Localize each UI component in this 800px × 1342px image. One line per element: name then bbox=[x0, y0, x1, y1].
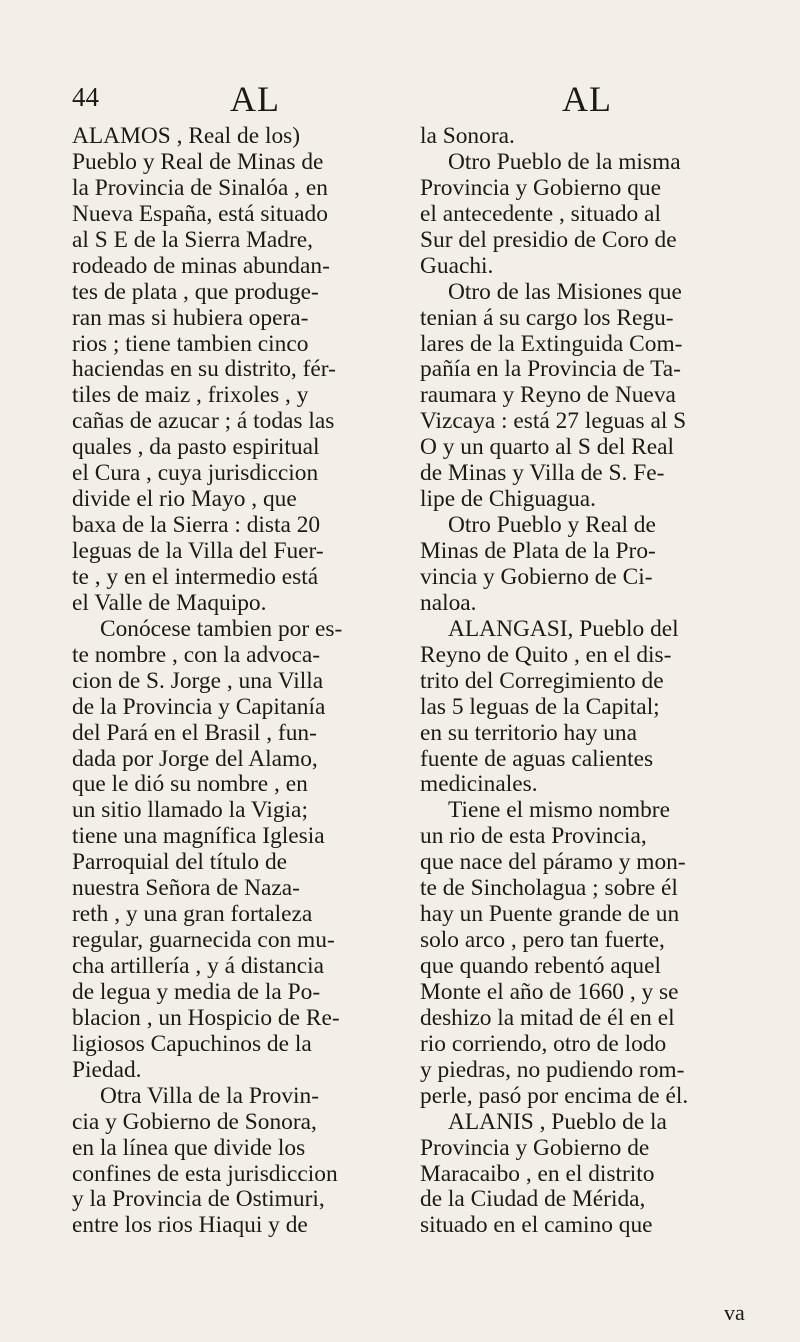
text-line: hay un Puente grande de un bbox=[420, 901, 680, 928]
text-line: la Provincia de Sinalóa , en bbox=[72, 174, 328, 201]
text-line: raumara y Reyno de Nueva bbox=[420, 382, 676, 409]
text-line: Pueblo y Real de Minas de bbox=[72, 148, 324, 175]
text-line: Otra Villa de la Provin- bbox=[100, 1082, 320, 1109]
running-head-right: AL bbox=[562, 79, 612, 119]
page-number: 44 bbox=[72, 82, 99, 112]
text-line: cha artillería , y á distancia bbox=[72, 953, 324, 979]
text-line: te , y en el intermedio está bbox=[72, 563, 319, 590]
text-line: solo arco , pero tan fuerte, bbox=[420, 927, 665, 954]
text-line: de la Provincia y Capitanía bbox=[72, 693, 326, 720]
text-line: divide el rio Mayo , que bbox=[72, 486, 297, 513]
text-line: medicinales. bbox=[420, 771, 538, 798]
text-line: Sur del presidio de Coro de bbox=[420, 226, 677, 253]
text-line: tes de plata , que produge- bbox=[72, 278, 319, 305]
text-line: vincia y Gobierno de Ci- bbox=[420, 563, 653, 590]
text-line: las 5 leguas de la Capital; bbox=[420, 693, 660, 720]
text-line: Piedad. bbox=[72, 1056, 142, 1083]
text-line: y piedras, no pudiendo rom- bbox=[420, 1056, 685, 1083]
text-line: deshizo la mitad de él en el bbox=[420, 1004, 675, 1031]
text-line: que nace del páramo y mon- bbox=[420, 849, 686, 876]
text-line: baxa de la Sierra : dista 20 bbox=[72, 512, 321, 539]
text-line: O y un quarto al S del Real bbox=[420, 434, 674, 461]
text-line: el Cura , cuya jurisdiccion bbox=[72, 460, 319, 487]
text-line: rio corriendo, otro de lodo bbox=[420, 1030, 667, 1057]
text-line: la Sonora. bbox=[420, 123, 515, 149]
text-line: regular, guarnecida con mu- bbox=[72, 927, 335, 954]
text-line: Maracaibo , en el distrito bbox=[420, 1160, 655, 1187]
text-line: Nueva España, está situado bbox=[72, 200, 328, 227]
text-line: pañía en la Provincia de Ta- bbox=[420, 356, 681, 383]
text-line: lares de la Extinguida Com- bbox=[420, 330, 683, 357]
text-line: de Minas y Villa de S. Fe- bbox=[420, 460, 665, 487]
text-line: naloa. bbox=[420, 589, 477, 616]
page-header bbox=[0, 78, 800, 122]
text-line: que quando rebentó aquel bbox=[420, 953, 661, 979]
text-line: Guachi. bbox=[420, 252, 494, 279]
text-line: quales , da pasto espiritual bbox=[72, 434, 320, 461]
text-line: leguas de la Villa del Fuer- bbox=[72, 538, 324, 564]
text-line: blacion , un Hospicio de Re- bbox=[72, 1004, 340, 1031]
text-line: Otro Pueblo de la misma bbox=[448, 148, 681, 175]
text-line: cia y Gobierno de Sonora, bbox=[72, 1108, 317, 1135]
text-line: ALAMOS , Real de los) bbox=[72, 123, 301, 149]
catchword: va bbox=[724, 1300, 745, 1325]
text-line: el antecedente , situado al bbox=[420, 200, 661, 227]
text-line: Monte el año de 1660 , y se bbox=[420, 978, 679, 1005]
text-line: Vizcaya : está 27 leguas al S bbox=[420, 408, 687, 435]
text-line: rios ; tiene tambien cinco bbox=[72, 330, 309, 357]
text-line: cañas de azucar ; á todas las bbox=[72, 408, 335, 435]
text-line: Tiene el mismo nombre bbox=[448, 797, 670, 824]
text-line: reth , y una gran fortaleza bbox=[72, 901, 313, 928]
text-line: Provincia y Gobierno de bbox=[420, 1134, 650, 1161]
text-line: dada por Jorge del Alamo, bbox=[72, 745, 318, 772]
text-line: tenian á su cargo los Regu- bbox=[420, 304, 674, 331]
text-line: al S E de la Sierra Madre, bbox=[72, 226, 313, 253]
text-line: un sitio llamado la Vigia; bbox=[72, 797, 308, 824]
text-line: Otro Pueblo y Real de bbox=[448, 512, 656, 539]
text-line: trito del Corregimiento de bbox=[420, 667, 664, 694]
text-line: un rio de esta Provincia, bbox=[420, 823, 647, 850]
running-head-left: AL bbox=[230, 79, 280, 119]
text-line: Otro de las Misiones que bbox=[448, 278, 682, 305]
text-line: tiles de maiz , frixoles , y bbox=[72, 382, 309, 409]
text-line: que le dió su nombre , en bbox=[72, 771, 308, 798]
text-line: ALANIS , Pueblo de la bbox=[448, 1108, 667, 1135]
text-line: en la línea que divide los bbox=[72, 1134, 306, 1161]
text-line: ALANGASI, Pueblo del bbox=[448, 615, 679, 642]
text-line: Reyno de Quito , en el dis- bbox=[420, 641, 672, 668]
text-line: nuestra Señora de Naza- bbox=[72, 875, 300, 902]
right-column bbox=[420, 124, 740, 1239]
text-line: perle, pasó por encima de él. bbox=[420, 1082, 689, 1109]
left-column bbox=[72, 124, 392, 1239]
text-line: Minas de Plata de la Pro- bbox=[420, 538, 656, 564]
text-line: Conócese tambien por es- bbox=[100, 615, 343, 642]
text-line: Parroquial del título de bbox=[72, 849, 288, 876]
text-line: el Valle de Maquipo. bbox=[72, 589, 267, 616]
text-line: de legua y media de la Po- bbox=[72, 978, 321, 1005]
text-line: tiene una magnífica Iglesia bbox=[72, 823, 325, 850]
text-line: del Pará en el Brasil , fun- bbox=[72, 719, 317, 746]
text-line: en su territorio hay una bbox=[420, 719, 637, 746]
text-line: haciendas en su distrito, fér- bbox=[72, 356, 336, 383]
text-line: ran mas si hubiera opera- bbox=[72, 304, 309, 331]
text-line: y la Provincia de Ostimuri, bbox=[72, 1186, 325, 1213]
text-line: situado en el camino que bbox=[420, 1212, 653, 1239]
text-line: confines de esta jurisdiccion bbox=[72, 1160, 338, 1187]
text-line: entre los rios Hiaqui y de bbox=[72, 1212, 308, 1239]
text-line: te de Sincholagua ; sobre él bbox=[420, 875, 678, 902]
text-line: de la Ciudad de Mérida, bbox=[420, 1186, 646, 1213]
text-line: cion de S. Jorge , una Villa bbox=[72, 667, 324, 694]
text-line: ligiosos Capuchinos de la bbox=[72, 1030, 312, 1057]
text-line: Provincia y Gobierno que bbox=[420, 174, 661, 201]
text-line: te nombre , con la advoca- bbox=[72, 641, 321, 668]
text-line: rodeado de minas abundan- bbox=[72, 252, 330, 279]
text-line: fuente de aguas calientes bbox=[420, 745, 654, 772]
text-line: lipe de Chiguagua. bbox=[420, 486, 597, 513]
